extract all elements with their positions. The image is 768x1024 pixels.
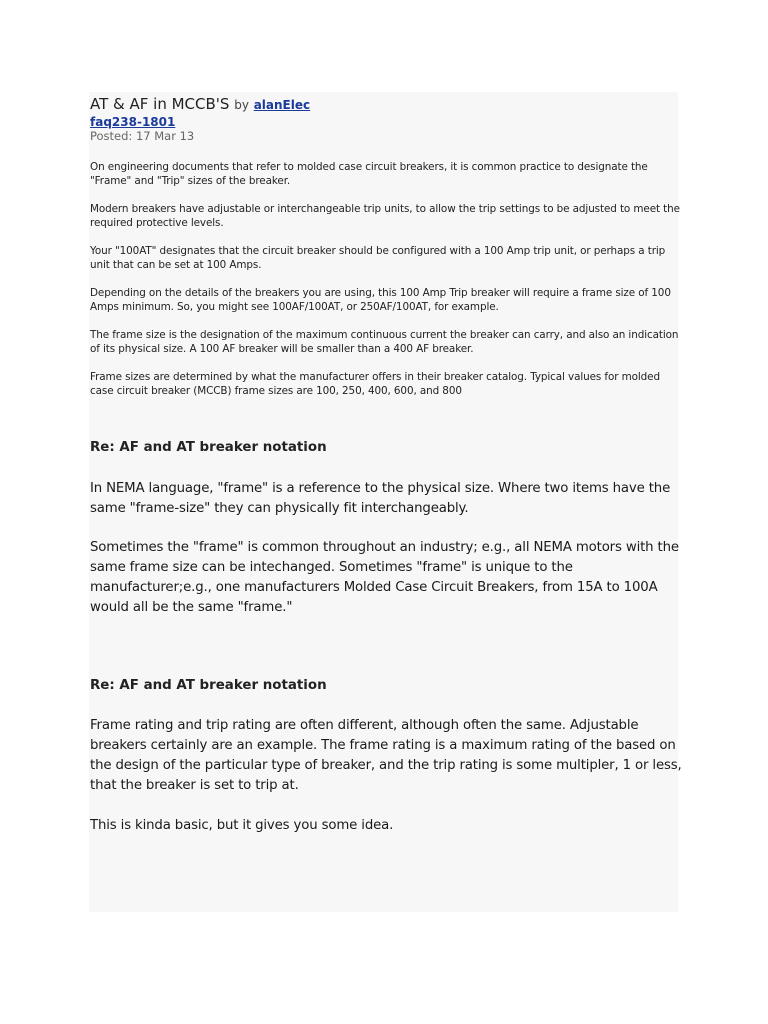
post-paragraph: Depending on the details of the breakers you are using, this 100 Amp Trip breaker will require a frame size of 100 Amps minimum. So, you might see 100AF/100AT, or 250AF/100AT, for example. xyxy=(90,287,671,313)
post-paragraph: Frame sizes are determined by what the manufacturer offers in their breaker catalog. Typical values for molded case circuit breaker (MCCB) frame sizes are 100, 250, 400, 600, and 800 xyxy=(90,371,660,397)
post-title: AT & AF in MCCB'S xyxy=(90,95,230,113)
original-post xyxy=(90,95,680,398)
post-paragraph: The frame size is the designation of the maximum continuous current the breaker can carry, and also an indication of its physical size. A 100 AF breaker will be smaller than a 400 AF breaker. xyxy=(90,329,679,355)
posted-label: Posted: xyxy=(90,129,133,143)
reply-paragraph: Frame rating and trip rating are often different, although often the same. Adjustable breakers certainly are an example. The frame rating is a maximum rating of the based on the design of the particular type of breaker, and the trip rating is some multipler, 1 or less, that the breaker is set to trip at. xyxy=(90,718,682,793)
posted-info xyxy=(90,129,680,143)
author-link[interactable]: alanElec xyxy=(253,98,311,112)
post-paragraph: On engineering documents that refer to molded case circuit breakers, it is common practice to designate the "Frame" and "Trip" sizes of the breaker. xyxy=(90,161,648,187)
reply-paragraph: In NEMA language, "frame" is a reference to the physical size. Where two items have the same "frame-size" they can physically fit interchangeably. xyxy=(90,481,671,516)
faq-id-link[interactable]: faq238-1801 xyxy=(90,115,176,129)
reply-paragraph: This is kinda basic, but it gives you some idea. xyxy=(90,818,394,833)
post-paragraph: Modern breakers have adjustable or interchangeable trip units, to allow the trip settings to be adjusted to meet the required protective levels. xyxy=(90,203,680,229)
reply-heading: Re: AF and AT breaker notation xyxy=(90,440,327,455)
posted-date: 17 Mar 13 xyxy=(135,129,195,143)
reply-paragraph: Sometimes the "frame" is common throughout an industry; e.g., all NEMA motors with the same frame size can be intechanged. Sometimes "frame" is unique to the manufacturer;e.g., one manufacturers Molded Case Circuit Breakers, from 15A to 100A would all be the same "frame." xyxy=(90,540,679,615)
post-title-line xyxy=(90,95,680,114)
post-paragraph: Your "100AT" designates that the circuit breaker should be configured with a 100 Amp trip unit, or perhaps a trip unit that can be set at 100 Amps. xyxy=(90,245,666,271)
reply-heading: Re: AF and AT breaker notation xyxy=(90,678,327,693)
by-label: by xyxy=(234,98,249,112)
